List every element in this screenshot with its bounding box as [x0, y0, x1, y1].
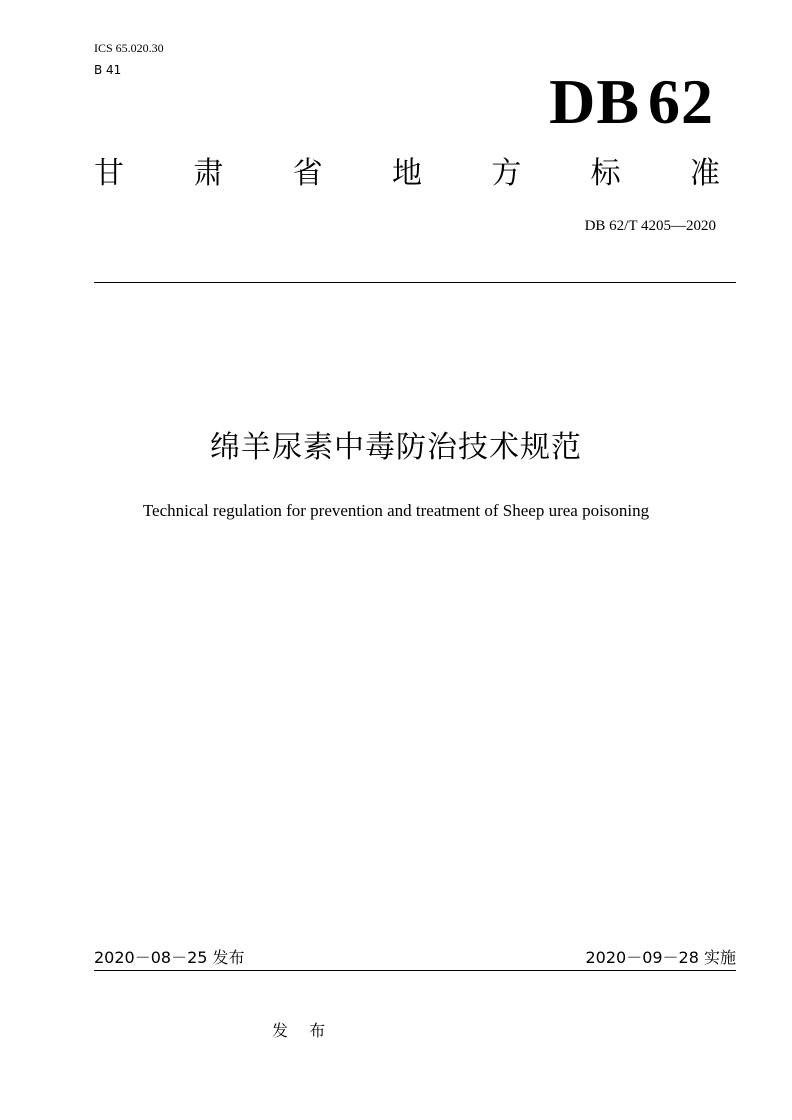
province-char: 省 [292, 156, 323, 191]
db-logo [549, 66, 714, 138]
ics-code: ICS 65.020.30 [94, 41, 164, 55]
implement-date: 2020－09－28 实施 [585, 948, 736, 967]
title-chinese: 绵羊尿素中毒防治技术规范 [210, 430, 582, 465]
province-char: 地 [391, 156, 422, 191]
province-char: 肃 [193, 156, 224, 191]
ccs-code: B 41 [94, 63, 122, 77]
bottom-divider [94, 970, 736, 971]
publish-date: 2020－08－25 发布 [94, 948, 245, 967]
province-char: 方 [491, 156, 522, 191]
standard-code: DB 62/T 4205—2020 [584, 218, 716, 234]
province-char: 准 [689, 156, 720, 191]
province-standard-heading [94, 154, 720, 194]
province-char: 标 [590, 156, 621, 191]
title-english: Technical regulation for prevention and treatment of Sheep urea poisoning [142, 501, 650, 520]
province-char: 甘 [94, 156, 124, 191]
top-divider [94, 282, 736, 283]
date-row [94, 946, 736, 970]
db-logo-letters: DB [549, 66, 640, 137]
issuer-label: 发 布 [272, 1021, 334, 1040]
db-logo-number: 62 [648, 66, 714, 137]
